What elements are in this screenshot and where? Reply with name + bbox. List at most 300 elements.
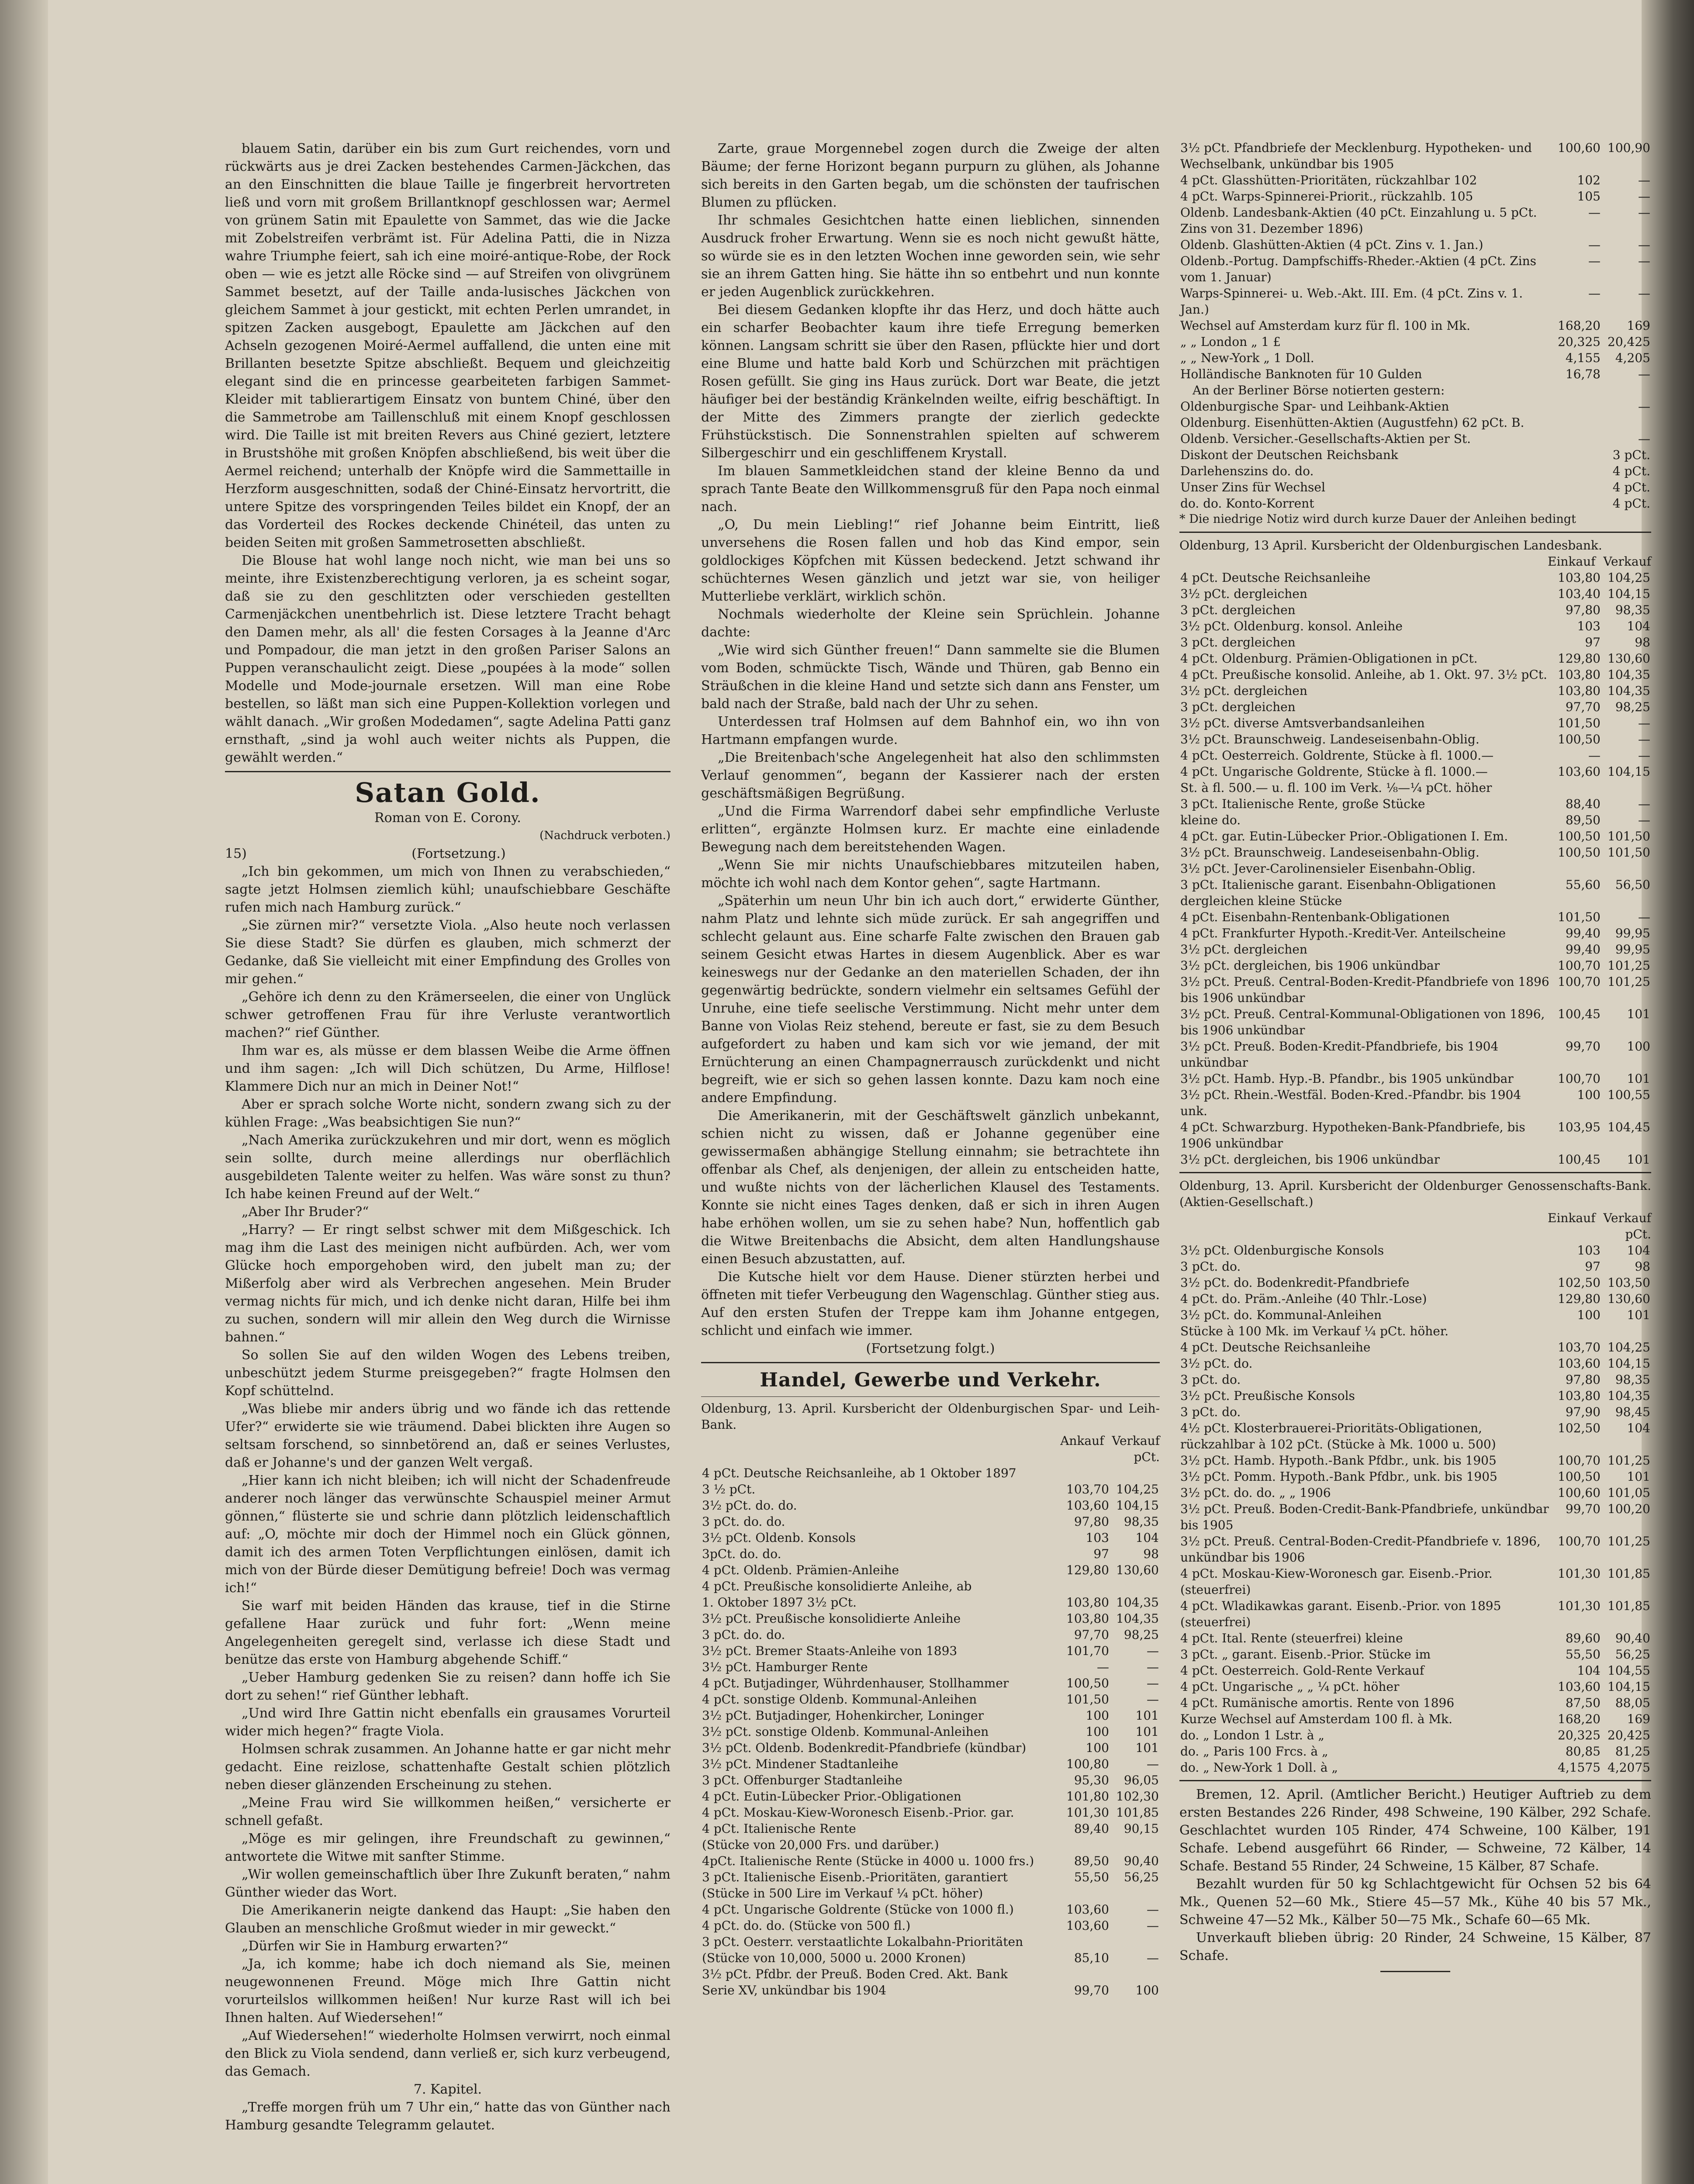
security-name: 4 pCt. Ungarische Goldrente, Stücke à fl. 1000.— <box>1180 764 1488 779</box>
rate-row <box>1179 925 1651 941</box>
paragraph: „Sie zürnen mir?“ versetzte Viola. „Also heute noch verlassen Sie diese Stadt? Sie dürfen es glauben, mich schmerzt der Gedanke, daß Sie vielleicht mit einer Empfindung des Grolles von mir gehen.“ <box>225 918 671 987</box>
rate-row <box>701 1643 1160 1659</box>
sell-rate <box>1110 1885 1160 1901</box>
sell-rate: 20,425 <box>1608 335 1650 349</box>
sell-rate: — <box>1638 910 1650 924</box>
security-name: 3½ pCt. Butjadinger, Hohenkircher, Loninger <box>702 1708 984 1723</box>
sell-rate: 169 <box>1627 1712 1650 1726</box>
footnote: * Die niedrige Notiz wird durch kurze Dauer der Anleihen bedingt <box>1179 512 1576 526</box>
security-name: 3½ pCt. Oldenb. Konsols <box>702 1531 856 1545</box>
buy-rate: 85,10 <box>1074 1951 1109 1965</box>
buy-rate: 97,70 <box>1565 700 1601 714</box>
rate-row <box>1179 285 1651 318</box>
security-name: 4 pCt. Butjadinger, Wührdenhauser, Stollhammer <box>702 1676 1009 1690</box>
buy-rate: 89,40 <box>1074 1821 1109 1836</box>
paragraph: „Hier kann ich nicht bleiben; ich will nicht der Schadenfreude anderer noch länger das verwünschte Schauspiel meiner Armut gönnen,“ flüsterte sie und schrie dann plötzlich leidenschaftlich auf: „O, möchte mir doch der Himmel noch ein Glück gönnen, damit ich des armen Toten Verpflichtungen einlösen, damit ich mich von der Bürde dieser Demütigung befreie! Doch was vermag ich!“ <box>225 1473 671 1596</box>
security-name: 3½ pCt. Preuß. Central-Boden-Credit-Pfandbriefe v. 1896, unkündbar bis 1906 <box>1180 1534 1541 1565</box>
sell-rate: 98,35 <box>1124 1514 1159 1529</box>
buy-rate: 20,325 <box>1558 1728 1601 1742</box>
rate-row <box>1179 586 1651 602</box>
rate-row <box>1179 860 1651 877</box>
buy-rate: 103 <box>1086 1531 1109 1545</box>
sell-rate: 101 <box>1135 1708 1159 1723</box>
rate-row <box>701 1885 1160 1901</box>
security-name: 3½ pCt. do. Kommunal-Anleihen <box>1180 1308 1382 1322</box>
sell-rate: 56,25 <box>1615 1647 1650 1662</box>
sell-rate: — <box>1638 238 1650 252</box>
security-name: 4 pCt. Oesterreich. Goldrente, Stücke à fl. 1000.— <box>1180 748 1494 763</box>
rate-row <box>701 1966 1160 1982</box>
security-name: 4 pCt. Moskau-Kiew-Woronesch Eisenb.-Prior. gar. <box>702 1805 1014 1820</box>
security-name: 3½ pCt. do. <box>1180 1356 1253 1371</box>
buy-rate <box>1060 1934 1110 1950</box>
report3-column-heads <box>1179 1210 1651 1226</box>
security-name: 3½ pCt. Rhein.-Westfäl. Boden-Kred.-Pfandbr. bis 1904 unk. <box>1180 1088 1521 1118</box>
end-rule <box>1380 1971 1450 1972</box>
buy-rate: 97,80 <box>1565 603 1601 617</box>
sell-rate: 96,05 <box>1124 1773 1159 1787</box>
security-name: Oldenburgische Spar- und Leihbank-Aktien <box>1180 399 1449 414</box>
sell-rate: 101 <box>1627 1469 1650 1484</box>
rate-row <box>1179 699 1651 715</box>
rate-row <box>1179 1258 1651 1275</box>
sell-rate: 90,40 <box>1615 1631 1650 1645</box>
sell-rate: 104 <box>1627 619 1650 633</box>
sell-rate: 104,15 <box>1608 1679 1650 1694</box>
rate-row <box>1179 1533 1651 1565</box>
buy-rate: 103 <box>1577 1243 1601 1258</box>
paragraph: „Wir wollen gemeinschaftlich über Ihre Zukunft beraten,“ nahm Günther wieder das Wort. <box>225 1867 671 1900</box>
sell-rate: 104 <box>1135 1531 1159 1545</box>
sell-rate <box>1110 1837 1160 1853</box>
security-name: 3½ pCt. Oldenb. Bodenkredit-Pfandbriefe (kündbar) <box>702 1741 1027 1755</box>
security-name: 3 pCt. Offenburger Stadtanleihe <box>702 1773 902 1787</box>
security-name: Kurze Wechsel auf Amsterdam 100 fl. à Mk. <box>1180 1712 1452 1726</box>
rate-row <box>701 1546 1160 1562</box>
rate-row <box>1179 1598 1651 1630</box>
rate-row <box>701 1901 1160 1918</box>
security-name: 3½ pCt. Hamb. Hypoth.-Bank Pfdbr., unk. bis 1905 <box>1180 1453 1497 1468</box>
sell-rate: 98 <box>1635 635 1650 650</box>
buy-rate: 100 <box>1086 1741 1109 1755</box>
buy-rate: 100,50 <box>1558 845 1601 860</box>
buy-rate: 100,45 <box>1558 1007 1601 1021</box>
rate-row <box>701 1788 1160 1804</box>
rate-row <box>701 1530 1160 1546</box>
sell-rate: — <box>1638 205 1650 220</box>
col-sell: Verkauf <box>1603 1211 1651 1225</box>
security-name: (Stücke von 20,000 Frs. und darüber.) <box>702 1838 939 1852</box>
security-name: 3½ pCt. Braunschweig. Landeseisenbahn-Oblig. <box>1180 732 1480 746</box>
buy-rate: 129,80 <box>1558 1292 1601 1306</box>
security-name: Oldenb. Landesbank-Aktien (40 pCt. Einzahlung u. 5 pCt. Zins von 31. Dezember 1896) <box>1180 205 1537 236</box>
buy-rate: 55,50 <box>1074 1870 1109 1884</box>
paragraph: Die Blouse hat wohl lange noch nicht, wie man bei uns so meinte, ihre Existenzberechtigung verloren, ja es scheint sogar, daß sie zu den geschlitzten oder verschieden gestellten Carmenjäckchen unentbehrlich ist. Diese letztere Tracht behagt den Damen mehr, als all' die festen Corsages à la Jeanne d'Arc und Pompadour, die man jetzt in den großen Pariser Salons an Puppen veranschaulicht zeigt. Diese „poupées à la mode“ sollen Modelle und Mode-journale ersetzen. Will man eine Robe bestellen, so läßt man sich eine Puppen-Kollektion vorlegen und wählt danach. „Wir großen Modedamen“, sagte Adelina Patti ganz ernsthaft, „sind ja wohl auch weiter nichts als Puppen, die gewählt werden.“ <box>225 553 671 765</box>
rate-row <box>1179 1038 1651 1071</box>
report-column-heads <box>701 1433 1160 1449</box>
rate-row <box>1179 747 1651 764</box>
rate-row <box>1179 1151 1651 1168</box>
buy-rate: 99,40 <box>1565 926 1601 940</box>
buy-rate <box>1060 1578 1110 1594</box>
rate-row <box>701 1627 1160 1643</box>
rate-row <box>1179 1630 1651 1646</box>
rate-row <box>1179 1501 1651 1533</box>
security-name: 3 pCt. do. <box>1180 1372 1241 1387</box>
security-name: do. „ Paris 100 Frcs. à „ <box>1180 1744 1328 1759</box>
buy-rate: 101,30 <box>1558 1566 1601 1581</box>
rate-row <box>1179 812 1651 828</box>
security-name: 3½ pCt. Preuß. Boden-Credit-Bank-Pfandbriefe, unkündbar bis 1905 <box>1180 1502 1549 1532</box>
security-name: 4 pCt. Oldenburg. Prämien-Obligationen in pCt. <box>1180 651 1478 666</box>
sell-rate: — <box>1638 732 1650 746</box>
rate-row <box>1179 1372 1651 1388</box>
sell-rate: 104,25 <box>1608 570 1650 585</box>
security-name: do. „ London 1 Lstr. à „ <box>1180 1728 1324 1742</box>
paragraph: Die Kutsche hielt vor dem Hause. Diener stürzten herbei und öffneten mit tiefer Verbeugung den Wagenschlag. Günther stieg aus. Auf den ersten Stufen der Treppe kam ihm Johanne entgegen, schlicht und einfach wie immer. <box>701 1269 1160 1338</box>
security-name: 4 pCt. Ungarische „ „ ¼ pCt. höher <box>1180 1679 1400 1694</box>
novel-subtitle: Roman von E. Corony. <box>374 810 521 826</box>
paragraph: Die Amerikanerin, mit der Geschäftswelt gänzlich unbekannt, schien nicht zu wissen, daß er Johanne gegenüber eine gewissermaßen abhängige Stellung einnahm; sie betrachtete ihn offenbar als Chef, als denjenigen, der allein zu entscheiden hatte, und wußte nichts von der lächerlichen Klausel des Testaments. Konnte sie nicht eines Tages denken, daß er sich in ihren Augen habe erhöhen wollen, um sie zu sehen habe? Nun, hoffentlich gab die Witwe Breitenbachs die Absicht, dem alten Handlungshause einen Besuch abzustatten, auf. <box>701 1108 1160 1267</box>
security-name: 4 pCt. Eisenbahn-Rentenbank-Obligationen <box>1180 910 1450 924</box>
buy-rate <box>1060 1885 1110 1901</box>
sell-rate: 101,25 <box>1608 1453 1650 1468</box>
report-title: Kursbericht der Oldenburgischen Spar- und Leih-Bank. <box>701 1401 1160 1432</box>
buy-rate: 3 pCt. <box>1612 448 1650 462</box>
rate-table <box>1179 140 1651 382</box>
sell-rate: 104,35 <box>1608 684 1650 698</box>
rate-row <box>1179 463 1651 479</box>
rate-row <box>1179 479 1651 495</box>
security-name: 3½ pCt. Hamburger Rente <box>702 1660 868 1674</box>
chapter-start: „Treffe morgen früh um 7 Uhr ein,“ hatte das von Günther nach Hamburg gesandte Telegramm gelautet. <box>225 2100 671 2133</box>
security-name: 4 pCt. Preußische konsolid. Anleihe, ab 1. Okt. 97. 3½ pCt. <box>1180 667 1547 682</box>
security-name: 3½ pCt. Oldenburgische Konsols <box>1180 1243 1384 1258</box>
buy-rate: 101,70 <box>1066 1644 1109 1658</box>
sell-rate: 101 <box>1627 1007 1650 1021</box>
paragraph: Nochmals wiederholte der Kleine sein Sprüchlein. Johanne dachte: <box>701 607 1160 640</box>
buy-rate: 100,70 <box>1558 975 1601 989</box>
sell-rate: — <box>1147 1644 1159 1658</box>
buy-rate: 100,50 <box>1558 1469 1601 1484</box>
buy-rate: 103,80 <box>1558 1389 1601 1403</box>
rate-row <box>1179 366 1651 382</box>
buy-rate: 88,40 <box>1565 797 1601 811</box>
security-name: Oldenb.-Portug. Dampfschiffs-Rheder.-Aktien (4 pCt. Zins vom 1. Januar) <box>1180 254 1537 284</box>
sell-rate <box>1601 860 1651 877</box>
section-rule <box>225 771 671 772</box>
rate-row <box>1179 253 1651 285</box>
discount-table <box>1179 447 1651 511</box>
rate-table-3 <box>1179 1242 1651 1776</box>
rate-row <box>1179 909 1651 925</box>
paragraph: „Und die Firma Warrendorf dabei sehr empfindliche Verluste erlitten“, ergänzte Holmsen kurz. Er machte eine einladende Bewegung nach dem bereitstehenden Wagen. <box>701 804 1160 855</box>
column-middle <box>701 140 1160 1998</box>
buy-rate: — <box>1638 432 1650 446</box>
col-buy: Einkauf <box>1548 1211 1596 1225</box>
sell-rate: 130,60 <box>1608 651 1650 666</box>
buy-rate: 102,50 <box>1558 1275 1601 1290</box>
sell-rate: 104,35 <box>1116 1611 1159 1626</box>
security-name: 4 pCt. do. do. (Stücke von 500 fl.) <box>702 1918 911 1933</box>
security-name: 3 pCt. Italienische Eisenb.-Prioritäten, garantiert <box>702 1870 1008 1884</box>
buy-rate: 103 <box>1577 619 1601 633</box>
security-name: do. do. Konto-Korrent <box>1180 496 1314 511</box>
rate-row <box>1179 1485 1651 1501</box>
sell-rate: — <box>1638 173 1650 187</box>
paragraph: Aber er sprach solche Worte nicht, sondern zwang sich zu der kühlen Frage: „Was beabsichtigen Sie nun?“ <box>225 1097 671 1130</box>
security-name: 3½ pCt. Preuß. Central-Kommunal-Obligationen von 1896, bis 1906 unkündbar <box>1180 1007 1545 1037</box>
buy-rate: — <box>1588 254 1601 268</box>
report-place: Oldenburg, 13. April. <box>701 1401 837 1416</box>
sell-rate: 90,15 <box>1124 1821 1159 1836</box>
rate-row <box>701 1481 1160 1497</box>
security-name: 3½ pCt. do. Bodenkredit-Pfandbriefe <box>1180 1275 1410 1290</box>
rate-row <box>1179 1469 1651 1485</box>
sell-rate: 101,85 <box>1116 1805 1159 1820</box>
col-buy: Ankauf <box>1060 1434 1104 1448</box>
security-name: 3½ pCt. Preuß. Central-Boden-Kredit-Pfandbriefe von 1896 bis 1906 unkündbar <box>1180 975 1549 1005</box>
buy-rate: — <box>1638 399 1650 414</box>
buy-rate: 101,50 <box>1066 1692 1109 1707</box>
paragraph: „Harry? — Er ringt selbst schwer mit dem Mißgeschick. Ich mag ihm die Last des meinigen nicht aufbürden. Ach, wer vom Glücke hoch emporgehoben wird, den jubelt man zu; der Mißerfolg aber wird als Verbrechen angesehen. Mein Bruder vermag nichts für mich, und ich denke nicht daran, Hilfe bei ihm zu suchen, sondern will mir allein den Weg durch die Wirnisse bahnen.“ <box>225 1222 671 1345</box>
security-name: Oldenb. Versicher.-Gesellschafts-Aktien per St. <box>1180 432 1471 446</box>
rate-row <box>1179 1662 1651 1679</box>
paragraph: „Die Breitenbach'sche Angelegenheit hat also den schlimmsten Verlauf genommen“, begann der Kassierer nach der ersten geschäftsmäßigen Begrüßung. <box>701 750 1160 801</box>
security-name: „ „ London „ 1 £ <box>1180 335 1281 349</box>
rate-row <box>701 1724 1160 1740</box>
report2-place: Oldenburg, 13 April. <box>1179 538 1307 553</box>
security-name: 3 pCt. do. <box>1180 1405 1241 1419</box>
sell-rate: 99,95 <box>1615 926 1650 940</box>
sell-rate: 100,90 <box>1608 141 1650 155</box>
sell-rate: — <box>1147 1692 1159 1707</box>
sell-rate: — <box>1147 1951 1159 1965</box>
section-rule <box>701 1396 1160 1397</box>
rate-row <box>701 1756 1160 1772</box>
paragraph: „Wie wird sich Günther freuen!“ Dann sammelte sie die Blumen vom Boden, schmückte Tisch, Wände und Thüren, gab Benno ein Sträußchen in die kleine Hand und setzte sich dann ans Fenster, um bald nach der Straße, bald nach der Uhr zu sehen. <box>701 643 1160 712</box>
reprint-note: (Nachdruck verboten.) <box>539 829 671 842</box>
rate-row <box>701 1562 1160 1578</box>
sell-rate: 104,25 <box>1116 1482 1159 1496</box>
sell-rate: 104,35 <box>1608 667 1650 682</box>
security-name: 3½ pCt. Oldenburg. konsol. Anleihe <box>1180 619 1403 633</box>
security-name: 4 pCt. Ungarische Goldrente (Stücke von 1000 fl.) <box>702 1902 1014 1917</box>
buy-rate: 103,40 <box>1558 587 1601 601</box>
buy-rate: 103,80 <box>1558 570 1601 585</box>
buy-rate: 16,78 <box>1565 367 1601 381</box>
security-name: Warps-Spinnerei- u. Web.-Akt. III. Em. (4 pCt. Zins v. 1. Jan.) <box>1180 286 1523 317</box>
rate-row <box>1179 844 1651 860</box>
paragraph: Im blauen Sammetkleidchen stand der kleine Benno da und sprach Tante Beate den Willkommensgruß für den Papa noch einmal nach. <box>701 463 1160 515</box>
rate-row <box>1179 796 1651 812</box>
rate-row <box>701 1772 1160 1788</box>
security-name: 3½ pCt. Bremer Staats-Anleihe von 1893 <box>702 1644 958 1658</box>
rate-row <box>1179 1388 1651 1404</box>
paragraph: „Ich bin gekommen, um mich von Ihnen zu verabschieden,“ sagte jetzt Holmsen ziemlich kühl; unaufschiebbare Geschäfte rufen mich nach Hamburg zurück.“ <box>225 864 671 915</box>
rate-row <box>1179 415 1651 431</box>
paragraph: „Dürfen wir Sie in Hamburg erwarten?“ <box>242 1939 508 1954</box>
security-name: 4pCt. Italienische Rente (Stücke in 4000 u. 1000 frs.) <box>702 1854 1034 1868</box>
buy-rate: 129,80 <box>1558 651 1601 666</box>
chapter-heading: 7. Kapitel. <box>413 2082 482 2097</box>
sell-rate: — <box>1638 254 1650 268</box>
novel-text <box>225 863 671 2080</box>
sell-rate <box>1110 1578 1160 1594</box>
security-name: 4 pCt. Glasshütten-Prioritäten, rückzahlbar 102 <box>1180 173 1477 187</box>
sell-rate: 56,50 <box>1615 878 1650 892</box>
buy-rate: 4 pCt. <box>1612 464 1650 478</box>
paragraph: „Möge es mir gelingen, ihre Freundschaft zu gewinnen,“ antwortete die Witwe mit sanfter Stimme. <box>225 1831 671 1864</box>
rate-row <box>701 1594 1160 1610</box>
rate-row <box>701 1934 1160 1950</box>
report2-header <box>1179 537 1651 553</box>
rate-row <box>1179 1420 1651 1452</box>
buy-rate: 97,80 <box>1565 1372 1601 1387</box>
buy-rate: 100,70 <box>1558 1071 1601 1086</box>
buy-rate: 100,50 <box>1558 732 1601 746</box>
buy-rate: 100,50 <box>1558 829 1601 843</box>
paragraph: „Auf Wiedersehen!“ wiederholte Holmsen verwirrt, noch einmal den Blick zu Viola sendend, dann verließ er, sich kurz verbeugend, das Gemach. <box>225 2028 671 2079</box>
buy-rate: 103,60 <box>1558 1679 1601 1694</box>
sell-rate: 56,25 <box>1124 1870 1159 1884</box>
rate-row <box>1179 634 1651 650</box>
rate-row <box>1179 350 1651 366</box>
rate-row <box>1179 1695 1651 1711</box>
rate-row <box>1179 334 1651 350</box>
rate-row <box>1179 974 1651 1006</box>
paragraph: Sie warf mit beiden Händen das krause, tief in die Stirne gefallene Haar zurück und fuhr fort: „Wenn meine Angelegenheiten geregelt sind, verlasse ich diese Stadt und benütze das erste von Hamburg abgehende Schiff.“ <box>225 1598 671 1667</box>
rate-row <box>1179 1646 1651 1662</box>
sell-rate: 101 <box>1627 1152 1650 1167</box>
security-name: 3½ pCt. diverse Amtsverbandsanleihen <box>1180 716 1425 730</box>
security-name: 3 pCt. do. do. <box>702 1514 785 1529</box>
buy-rate: 4 pCt. <box>1612 496 1650 511</box>
sell-rate: 104,15 <box>1608 764 1650 779</box>
rate-row <box>1179 1743 1651 1759</box>
security-name: Oldenb. Glashütten-Aktien (4 pCt. Zins v. 1. Jan.) <box>1180 238 1483 252</box>
security-name: 1. Oktober 1897 3½ pCt. <box>702 1595 857 1610</box>
security-name: 3 pCt. dergleichen <box>1180 635 1296 650</box>
security-name: 3 pCt. dergleichen <box>1180 603 1296 617</box>
sell-rate: 99,95 <box>1615 942 1650 957</box>
sell-rate: 101 <box>1627 1308 1650 1322</box>
buy-rate: 100,70 <box>1558 1534 1601 1548</box>
paragraph: „Was bliebe mir anders übrig und wo fände ich das rettende Ufer?“ erwiderte sie wie träumend. Dabei blickten ihre Augen so seltsam forschend, so sinnbetörend an, daß er seines Verlustes, daß er Johanne's und der ganzen Welt vergaß. <box>225 1401 671 1470</box>
sell-rate: — <box>1638 813 1650 827</box>
col-unit: pCt. <box>1625 1227 1651 1241</box>
buy-rate: 102 <box>1577 173 1601 187</box>
buy-rate: 100,60 <box>1558 1486 1601 1500</box>
rate-row <box>701 1982 1160 1998</box>
buy-rate: 99,70 <box>1074 1983 1109 1997</box>
col-sell: Verkauf <box>1603 554 1651 569</box>
rate-row <box>1179 398 1651 415</box>
security-name: 4 pCt. Deutsche Reichsanleihe <box>1180 570 1371 585</box>
paragraph: „Wenn Sie mir nichts Unaufschiebbares mitzuteilen haben, möchte ich wohl nach dem Kontor gehen“, sagte Hartmann. <box>701 857 1160 891</box>
sell-rate: — <box>1147 1902 1159 1917</box>
rate-row <box>1179 1355 1651 1372</box>
rate-row <box>1179 731 1651 747</box>
buy-rate: 80,85 <box>1565 1744 1601 1759</box>
rate-row <box>1179 1006 1651 1038</box>
buy-rate: 89,50 <box>1565 813 1601 827</box>
security-name: 3 pCt. dergleichen <box>1180 700 1296 714</box>
sell-rate: 102,30 <box>1116 1789 1159 1804</box>
buy-rate: 100 <box>1086 1724 1109 1739</box>
security-name: 3 pCt. „ garant. Eisenb.-Prior. Stücke im <box>1180 1647 1431 1662</box>
rate-row <box>1179 1452 1651 1469</box>
paragraph: Die Amerikanerin neigte dankend das Haupt: „Sie haben den Glauben an menschliche Großmut wieder in mir geweckt.“ <box>225 1903 671 1936</box>
security-name: 3pCt. do. do. <box>702 1547 781 1561</box>
sell-rate: 4,2075 <box>1608 1760 1650 1775</box>
rate-row <box>701 1465 1160 1481</box>
buy-rate: — <box>1588 238 1601 252</box>
security-name: 4 pCt. Moskau-Kiew-Woronesch gar. Eisenb.-Prior. (steuerfrei) <box>1180 1566 1493 1597</box>
security-name: 4 pCt. gar. Eutin-Lübecker Prior.-Obligationen I. Em. <box>1180 829 1508 843</box>
rate-row <box>701 1610 1160 1627</box>
buy-rate: 103,80 <box>1066 1611 1109 1626</box>
rate-row <box>701 1707 1160 1724</box>
security-name: 3½ pCt. Pfandbriefe der Mecklenburg. Hypotheken- und Wechselbank, unkündbar bis 1905 <box>1180 141 1532 171</box>
col-unit: pCt. <box>1134 1450 1160 1464</box>
rate-row <box>1179 1307 1651 1323</box>
buy-rate <box>1552 780 1601 796</box>
sell-rate: 104,45 <box>1608 1120 1650 1134</box>
section-rule <box>1179 532 1651 533</box>
sell-rate: 88,05 <box>1615 1696 1650 1710</box>
sell-rate: 130,60 <box>1608 1292 1650 1306</box>
buy-rate: 103,70 <box>1558 1340 1601 1355</box>
buy-rate: 97 <box>1585 635 1601 650</box>
commerce-section-title: Handel, Gewerbe und Verkehr. <box>760 1369 1101 1391</box>
paragraph: „Ja, ich komme; habe ich doch niemand als Sie, meinen neugewonnenen Freund. Möge mich Ihre Gattin nicht vorurteilslos willkommen heißen! Nur kurze Rast will ich bei Ihnen halten. Auf Wiedersehen!“ <box>225 1956 671 2025</box>
buy-rate: 99,70 <box>1565 1039 1601 1054</box>
paragraph: „Gehöre ich denn zu den Krämerseelen, die einer von Unglück schwer getroffenen Frau für ihre Verluste verantwortlich machen?“ rief Günther. <box>225 989 671 1040</box>
sell-rate: 169 <box>1627 318 1650 333</box>
security-name: (Stücke in 500 Lire im Verkauf ¼ pCt. höher) <box>702 1886 983 1901</box>
sell-rate: 98,25 <box>1615 700 1650 714</box>
novel-title: Satan Gold. <box>355 777 541 809</box>
report3-place: Oldenburg, 13. April. <box>1179 1178 1314 1193</box>
rate-row <box>1179 650 1651 667</box>
rate-row <box>1179 1291 1651 1307</box>
buy-rate: 97,80 <box>1074 1514 1109 1529</box>
security-name: 4 pCt. Preußische konsolidierte Anleihe, ab <box>702 1579 972 1593</box>
buy-rate: 95,30 <box>1074 1773 1109 1787</box>
rate-row <box>1179 941 1651 957</box>
security-name: 4 pCt. Frankfurter Hypoth.-Kredit-Ver. Anteilscheine <box>1180 926 1506 940</box>
buy-rate: 100 <box>1577 1308 1601 1322</box>
buy-rate: 101,50 <box>1558 910 1601 924</box>
sell-rate: 20,425 <box>1608 1728 1650 1742</box>
buy-rate: 99,70 <box>1565 1502 1601 1516</box>
paragraph: blauem Satin, darüber ein bis zum Gurt reichendes, vorn und rückwärts aus je drei Zacken bestehendes Carmen-Jäckchen, das an den Einschnitten die blaue Taille je fingerbreit hervortreten ließ und vorn mit großem Brillantknopf geschlossen war; Aermel von grünem Satin mit Epaulette von Sammet, das wie die Jacke mit Zobelstreifen verbrämt ist. Für Adelina Patti, die in Nizza wahre Triumphe feiert, sah ich eine moiré-antique-Robe, der Rock oben — wie es jetzt alle Röcke sind — auf Streifen von olivgrünem Sammet besetzt, auf der Taille anda-lusisches Jäckchen von gleichem Sammet à jour gestickt, mit echten Perlen umrandet, in spitzen Zacken ausgebogt, Epaulette am Jäckchen auf den Achseln gezogenen Moiré-Aermel auffallend, die unten eine mit Brillanten besetzte Spitze abschließt. Bequem und gleichzeitig elegant sind die en princesse gearbeiteten farbigen Sammet-Kleider mit tablierartigem Einsatz von buntem Chiné, über den die Sammetrobe am Taillenschluß mit einem Knopf geschlossen wird. Die Taille ist mit breiten Revers aus Chiné geziert, letztere in Brustshöhe mit großen Knöpfen abschließend, bis weit über die Aermel reichend; unterhalb der Knöpfe wird die Sammettaille in Herzform ausgeschnitten, sodaß der Chiné-Einsatz hervortritt, die untere Spitze des vorspringenden Teiles bildet ein Knopf, der an das Vorderteil des Rockes deckende Chinéteil, das unten zu beiden Seiten mit großen Sammetrosetten abschließt. <box>225 141 671 550</box>
security-name: 4 pCt. Oldenb. Prämien-Anleihe <box>702 1563 899 1577</box>
buy-rate: 97 <box>1585 1259 1601 1274</box>
sell-rate: 101 <box>1135 1724 1159 1739</box>
security-name: 3½ pCt. Jever-Carolinensieler Eisenbahn-Oblig. <box>1180 861 1476 876</box>
rate-row <box>1179 1339 1651 1355</box>
installment-number: 15) <box>225 846 247 861</box>
rate-row <box>1179 828 1651 844</box>
report-unit-row <box>701 1449 1160 1465</box>
rate-row <box>1179 618 1651 634</box>
security-name: 4 pCt. Wladikawkas garant. Eisenb.-Prior. von 1895 (steuerfrei) <box>1180 1599 1501 1629</box>
rate-row <box>701 1853 1160 1869</box>
security-name: 4½ pCt. Klosterbrauerei-Prioritäts-Obligationen, rückzahlbar à 102 pCt. (Stücke à Mk. 1000 u. 500) <box>1180 1421 1496 1451</box>
rate-row <box>701 1804 1160 1821</box>
